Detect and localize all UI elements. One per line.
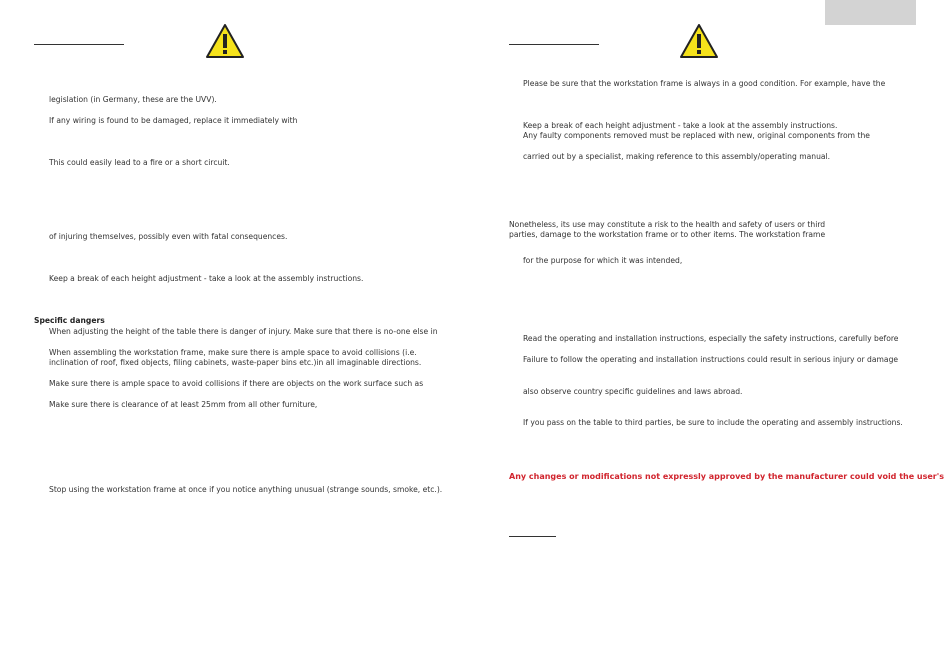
right-page bbox=[475, 0, 950, 672]
text-line: Failure to follow the operating and installation instructions could result in serious injury or damage bbox=[523, 355, 899, 364]
text-line: Nonetheless, its use may constitute a risk to the health and safety of users or third bbox=[509, 220, 826, 229]
text-line: legislation (in Germany, these are the UVV). bbox=[49, 95, 217, 104]
text-line: parties, damage to the workstation frame or to other items. The workstation frame bbox=[509, 230, 826, 239]
header-rule bbox=[34, 44, 124, 45]
text-line: Make sure there is ample space to avoid collisions if there are objects on the work surface such as bbox=[49, 379, 424, 388]
text-line: for the purpose for which it was intended, bbox=[523, 256, 683, 265]
text-line: Any faulty components removed must be replaced with new, original components from the bbox=[523, 131, 870, 140]
text-line: Keep a break of each height adjustment - take a look at the assembly instructions. bbox=[49, 274, 364, 283]
text-line: also observe country specific guidelines and laws abroad. bbox=[523, 387, 743, 396]
warning-triangle-icon bbox=[205, 23, 245, 59]
text-line: carried out by a specialist, making reference to this assembly/operating manual. bbox=[523, 152, 831, 161]
text-line: This could easily lead to a fire or a short circuit. bbox=[49, 158, 230, 167]
text-line: of injuring themselves, possibly even with fatal consequences. bbox=[49, 232, 288, 241]
text-line: When assembling the workstation frame, make sure there is ample space to avoid collisions (i.e. bbox=[49, 348, 417, 357]
text-line: Please be sure that the workstation frame is always in a good condition. For example, have the bbox=[523, 79, 886, 88]
warning-red-text: Any changes or modifications not expressly approved by the manufacturer could void the user's bbox=[509, 472, 944, 481]
text-line: Read the operating and installation instructions, especially the safety instructions, carefully before bbox=[523, 334, 899, 343]
text-line: If you pass on the table to third parties, be sure to include the operating and assembly instructions. bbox=[523, 418, 903, 427]
text-line: inclination of roof, fixed objects, filing cabinets, waste-paper bins etc.)in all imaginable directions. bbox=[49, 358, 422, 367]
text-line: Stop using the workstation frame at once if you notice anything unusual (strange sounds, smoke, etc.). bbox=[49, 485, 443, 494]
section-heading: Specific dangers bbox=[34, 316, 105, 325]
text-line: Keep a break of each height adjustment - take a look at the assembly instructions. bbox=[523, 121, 838, 130]
text-line: When adjusting the height of the table there is danger of injury. Make sure that there is no-one else in bbox=[49, 327, 438, 336]
footer-rule bbox=[509, 536, 556, 537]
text-line: Make sure there is clearance of at least 25mm from all other furniture, bbox=[49, 400, 318, 409]
warning-triangle-icon bbox=[679, 23, 719, 59]
header-rule bbox=[509, 44, 599, 45]
text-line: If any wiring is found to be damaged, replace it immediately with bbox=[49, 116, 298, 125]
